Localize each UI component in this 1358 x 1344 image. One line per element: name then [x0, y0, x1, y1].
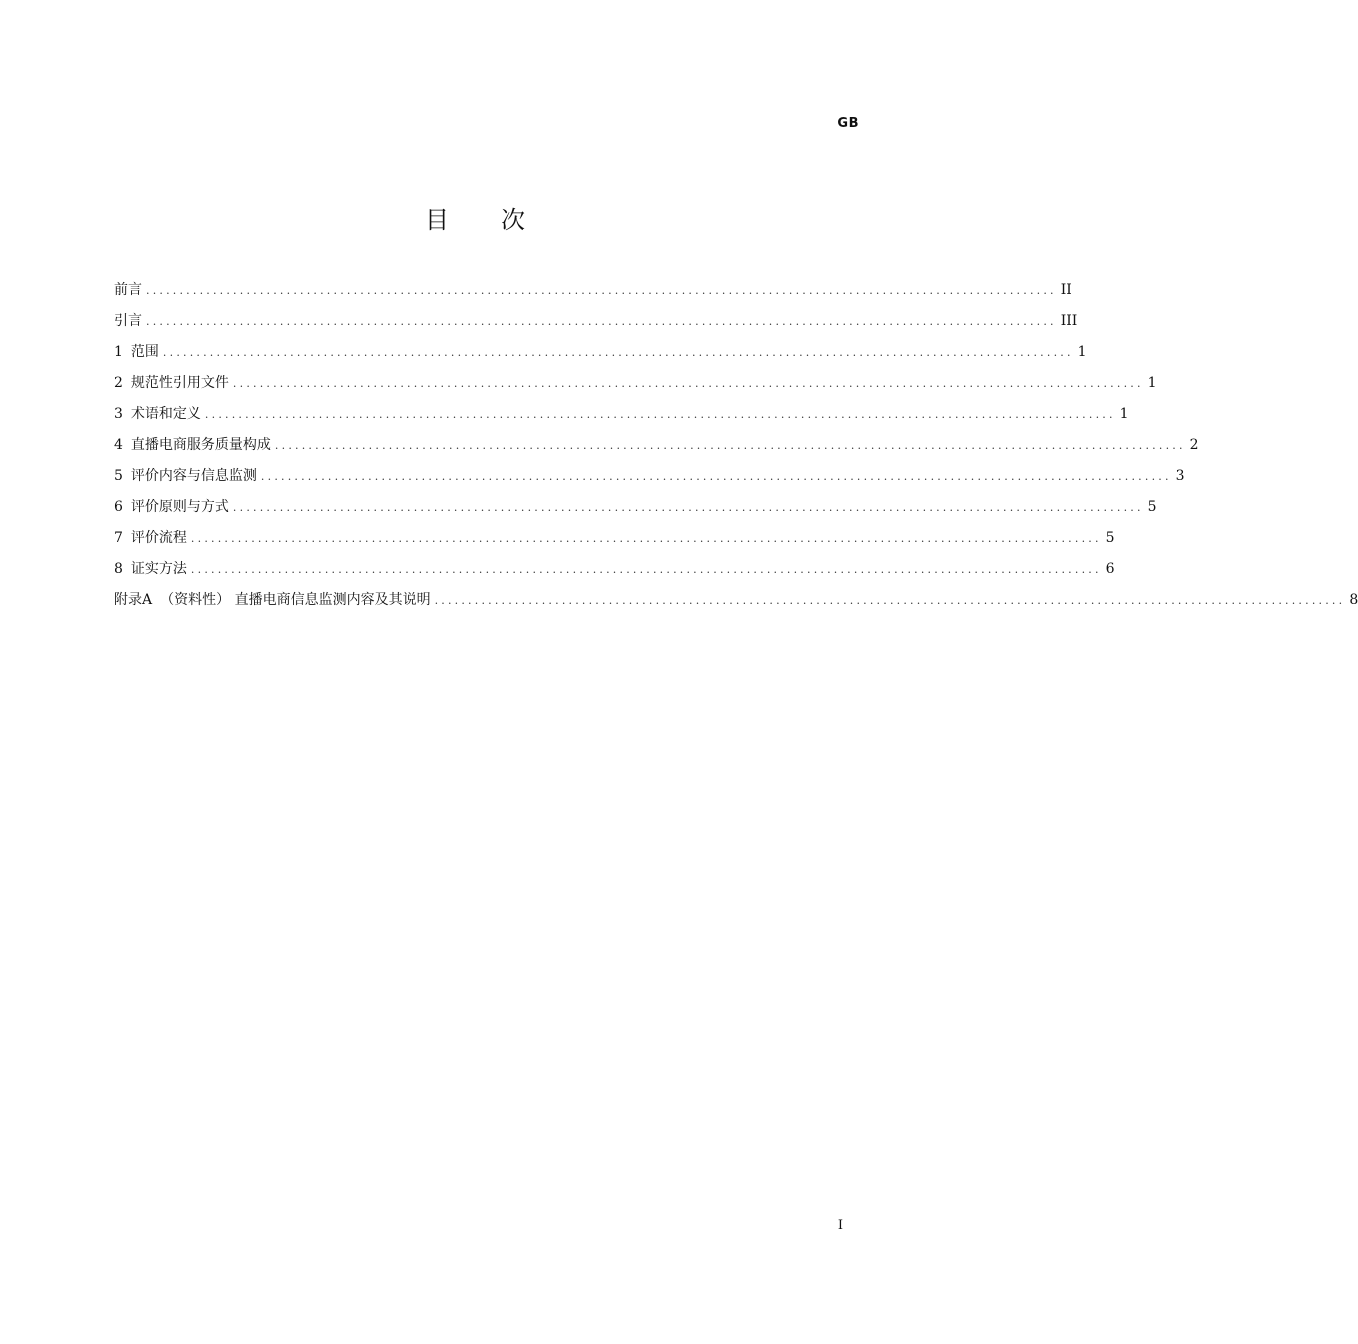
- toc-entry-page: 1: [1119, 406, 1129, 422]
- dot-leader: ........................................................................................................................................: [232, 377, 1144, 390]
- standard-code: GB: [837, 116, 859, 131]
- toc-title-left: 目: [425, 206, 449, 234]
- toc-entry-number: 5: [114, 468, 123, 484]
- toc-entry-label: 评价内容与信息监测: [130, 468, 257, 484]
- page-number: I: [837, 1218, 843, 1233]
- dot-leader: ........................................................................................................................................: [146, 315, 1057, 328]
- toc-entry-page: 5: [1105, 530, 1115, 546]
- toc-entry-page: 8: [1349, 592, 1358, 608]
- toc-entry-page: 2: [1189, 437, 1199, 453]
- toc-title-right: 次: [501, 206, 525, 234]
- dot-leader: ........................................................................................................................................: [190, 532, 1102, 545]
- toc-entry-label: 规范性引用文件: [130, 375, 229, 391]
- toc-entry-number: 8: [114, 561, 123, 577]
- toc-entry-service-quality[interactable]: [114, 435, 1199, 466]
- toc-entry-terms-definitions[interactable]: [114, 404, 1129, 435]
- dot-leader: ........................................................................................................................................: [260, 470, 1172, 483]
- dot-leader: ........................................................................................................................................: [146, 284, 1057, 297]
- toc-entry-page: 6: [1105, 561, 1115, 577]
- toc-entry-label: 证实方法: [130, 561, 187, 577]
- toc-entry-number: 7: [114, 530, 123, 546]
- toc-entry-page: 1: [1077, 344, 1087, 360]
- toc-entry-page: 3: [1175, 468, 1185, 484]
- toc-entry-label: 术语和定义: [130, 406, 201, 422]
- toc-title: [0, 200, 950, 235]
- toc-entry-evaluation-principles[interactable]: [114, 497, 1157, 528]
- toc-entry-label: 范围: [130, 344, 159, 360]
- toc-entry-label: （资料性） 直播电商信息监测内容及其说明: [160, 592, 431, 608]
- toc-entry-appendix-a[interactable]: [114, 590, 1358, 621]
- toc-entry-evaluation-content[interactable]: [114, 466, 1185, 497]
- toc-entry-label: 前言: [114, 282, 142, 298]
- toc-entry-number: 1: [114, 344, 123, 360]
- dot-leader: ........................................................................................................................................: [434, 594, 1346, 607]
- table-of-contents: [114, 280, 1358, 621]
- dot-leader: ........................................................................................................................................: [190, 563, 1102, 576]
- toc-entry-label: 评价流程: [130, 530, 187, 546]
- toc-entry-number: 6: [114, 499, 123, 515]
- dot-leader: ........................................................................................................................................: [162, 346, 1074, 359]
- toc-entry-normative-references[interactable]: [114, 373, 1157, 404]
- toc-entry-page: 5: [1147, 499, 1157, 515]
- toc-entry-label: 引言: [114, 313, 142, 329]
- toc-entry-page: 1: [1147, 375, 1157, 391]
- toc-entry-number: 4: [114, 437, 123, 453]
- dot-leader: ........................................................................................................................................: [232, 501, 1144, 514]
- toc-entry-verification-methods[interactable]: [114, 559, 1115, 590]
- toc-entry-introduction[interactable]: [114, 311, 1078, 342]
- toc-entry-foreword[interactable]: [114, 280, 1072, 311]
- dot-leader: ........................................................................................................................................: [274, 439, 1186, 452]
- toc-entry-label: 直播电商服务质量构成: [130, 437, 271, 453]
- toc-entry-number: 3: [114, 406, 123, 422]
- toc-entry-page: II: [1060, 282, 1072, 298]
- toc-entry-label: 评价原则与方式: [130, 499, 229, 515]
- toc-entry-number: 附录A: [114, 592, 153, 608]
- toc-entry-number: 2: [114, 375, 123, 391]
- toc-entry-page: III: [1060, 313, 1078, 329]
- toc-entry-scope[interactable]: [114, 342, 1087, 373]
- toc-entry-evaluation-process[interactable]: [114, 528, 1115, 559]
- dot-leader: ........................................................................................................................................: [204, 408, 1116, 421]
